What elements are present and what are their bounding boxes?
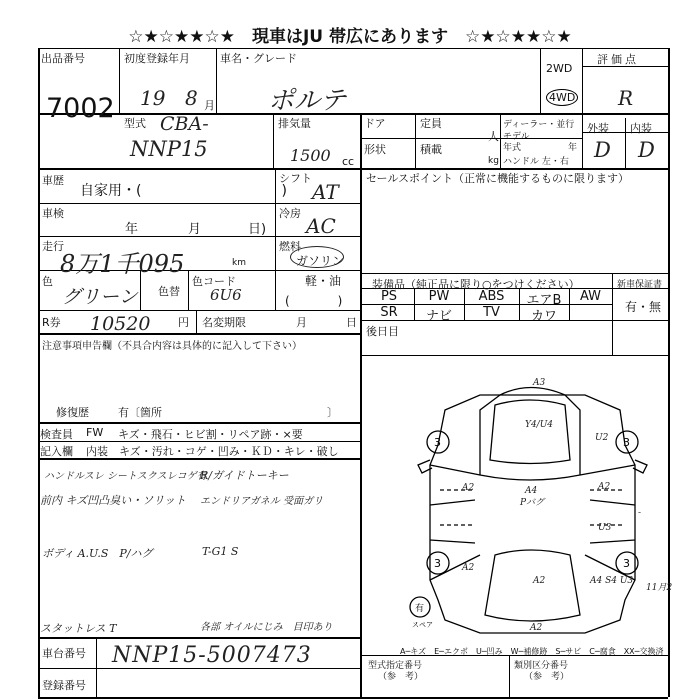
model-value-top: CBA- (160, 113, 209, 135)
svg-text:3: 3 (623, 557, 630, 570)
drive-4wd: 4WD (546, 89, 578, 106)
equip-navi: ナビ (425, 309, 452, 324)
note-3: 前内 キズ凹凸臭い・ソリット (40, 494, 186, 507)
color-value: グリーン (62, 286, 138, 308)
equip-pw: PW (428, 289, 450, 304)
type-no-ref: （参 考） (378, 672, 424, 682)
load-unit: kg (488, 156, 499, 166)
dealer-line2: モデル (503, 132, 530, 142)
drive-2wd: 2WD (546, 62, 573, 75)
car-name-value: ポルテ (268, 86, 347, 116)
fuel-circle (290, 246, 344, 268)
note-7: スタットレス T (40, 622, 117, 635)
inspector-label: 検査員 (40, 428, 73, 441)
recycle-unit: 円 (178, 316, 189, 329)
damage-legend: A─キズ E─エクボ U─凹み W─補修跡 S─サビ C─腐食 XX─交換済 (400, 647, 664, 656)
capacity-unit: 人 (488, 130, 499, 143)
color-label: 色 (42, 275, 53, 288)
shift-value: AT (312, 180, 339, 204)
equip-tv: TV (483, 305, 500, 320)
sales-label: セールスポイント（正常に機能するものに限ります） (366, 172, 630, 185)
door-label: ドア (364, 117, 386, 130)
mark-y4u4: Y4/U4 (525, 420, 554, 430)
grade-value: R (618, 86, 634, 110)
color-code-value: 6U6 (210, 286, 242, 304)
lot-label: 出品番号 (41, 52, 85, 65)
note-8: 各部 オイルにじみ 目印あり (200, 622, 333, 633)
location-banner: ☆★☆★★☆★ 現車はJU 帯広にあります ☆★☆★★☆★ (128, 27, 572, 47)
class-no-label: 類別区分番号 (514, 661, 569, 671)
registration-label: 初度登録年月 (124, 52, 190, 65)
capacity-label: 定員 (420, 117, 442, 130)
history-value: 自家用・( ) (80, 183, 287, 199)
displacement-value: 1500 (290, 146, 331, 165)
fuel-gasoline: ガソリン (296, 254, 345, 268)
svg-text:スペア: スペア (412, 621, 433, 629)
history-label: 車歴 (42, 174, 64, 187)
registration-month: 8 (185, 86, 198, 110)
fuel-diesel: 軽・油 (305, 274, 342, 288)
inspection-day: 日) (248, 222, 267, 237)
mileage-value: 8万1千095 (60, 250, 185, 278)
mark-a2-left: A2 (462, 483, 475, 493)
color-code-label: 色コード (192, 275, 236, 288)
mark-a2-right: A2 (598, 482, 611, 492)
handle-label: ハンドル 左・右 (503, 157, 569, 167)
note-2: R/ガイドトーキー (200, 469, 289, 482)
equipment-label: 装備品（純正品に限り○をつけください） (372, 278, 580, 291)
inspection-year: 年 (125, 222, 139, 237)
mark-callout: 11月2 (646, 583, 673, 593)
mark-a2-rear: A2 (533, 576, 546, 586)
mark-u3: U3 (598, 523, 612, 533)
load-label: 積載 (420, 143, 442, 156)
recycle-value: 10520 (90, 313, 151, 335)
grade-label: 評価点 (597, 53, 639, 66)
deadline-label: 名変期限 (202, 316, 246, 329)
mark-a3: A3 (533, 378, 546, 388)
shape-label: 形状 (364, 143, 386, 156)
class-no-ref: （参 考） (524, 672, 570, 682)
note-6: T-G1 S (202, 545, 239, 558)
equip-aw: AW (579, 289, 602, 304)
type-no-label: 型式指定番号 (368, 661, 423, 671)
dealer-line3: 年式 (503, 143, 522, 153)
equip-ps: PS (380, 289, 398, 304)
seat-label: 後日目 (366, 325, 399, 338)
chassis-value: NNP15-5007473 (112, 643, 312, 668)
warranty-label: 新車保証書 (617, 280, 663, 290)
svg-text:有: 有 (415, 604, 425, 614)
mileage-unit: km (232, 258, 246, 268)
dealer-line1: ディーラー・並行 (503, 120, 575, 130)
registration-year: 19 (140, 86, 166, 110)
interior-value: D (638, 138, 655, 162)
inspection-month: 月 (188, 222, 202, 237)
notice-label: 注意事項申告欄（不具合内容は具体的に記入して下さい） (42, 341, 302, 352)
fuel-label: 燃料 (279, 240, 301, 253)
exterior-value: D (594, 138, 611, 162)
equip-leather: カワ (530, 309, 557, 324)
lot-number: 7002 (46, 93, 115, 124)
equip-abs: ABS (478, 289, 505, 304)
inspector-row1: キズ・飛石・ヒビ割・リペア跡・×要 (118, 428, 303, 441)
equip-airbag: エアB (526, 293, 562, 308)
month-unit: 月 (204, 99, 215, 112)
mark-a4s4u3: A4 S4 U3 (590, 576, 634, 586)
chassis-label: 車台番号 (42, 647, 86, 660)
svg-text:3: 3 (623, 436, 630, 449)
mark-a4: A4 (525, 486, 538, 496)
plate-label: 登録番号 (42, 679, 86, 692)
entry-label: 記入欄 (40, 445, 73, 458)
inspector-fw: FW (86, 426, 104, 439)
color-change-label: 色替 (158, 285, 180, 298)
mark-a2-bottom: A2 (530, 623, 543, 633)
shift-label: シフト (279, 172, 312, 185)
deadline-month: 月 (296, 316, 307, 329)
dealer-year-unit: 年 (568, 143, 578, 153)
entry-row2: 内装 キズ・汚れ・コゲ・凹み・ＫＤ・キレ・破し (86, 445, 339, 458)
inspection-label: 車検 (42, 207, 64, 220)
model-value-bottom: NNP15 (130, 137, 208, 161)
car-name-label: 車名・グレード (220, 52, 297, 65)
mileage-label: 走行 (42, 240, 64, 253)
mark-a2-rear-left: A2 (462, 563, 475, 573)
equip-sr: SR (380, 305, 398, 320)
svg-text:3: 3 (434, 557, 441, 570)
fuel-paren: ( ) (285, 294, 343, 308)
deadline-day: 日 (346, 316, 357, 329)
exterior-label: 外装 (587, 122, 609, 135)
recycle-label: R券 (42, 316, 61, 329)
note-5: ボディ A.U.S P/ハグ (42, 547, 153, 560)
mark-dash: - (638, 508, 642, 518)
repair-value: 有〔箇所 〕 (118, 406, 338, 419)
displacement-label: 排気量 (278, 117, 311, 130)
mark-a4-pbag: Pバグ (520, 498, 545, 508)
displacement-unit: cc (342, 155, 355, 168)
aircon-label: 冷房 (279, 207, 301, 220)
svg-text:3: 3 (434, 436, 441, 449)
car-damage-diagram (380, 365, 680, 655)
interior-label: 内装 (630, 122, 652, 135)
model-label: 型式 (124, 117, 146, 130)
warranty-value: 有・無 (625, 300, 662, 314)
mark-u2-right: U2 (595, 433, 609, 443)
repair-label: 修復歴 (56, 406, 89, 419)
note-4: エンドリアガネル 受面ガリ (200, 496, 324, 507)
aircon-value: AC (306, 214, 336, 238)
note-1: ハンドルスレ シートスクスレコゲ有 (44, 471, 207, 482)
